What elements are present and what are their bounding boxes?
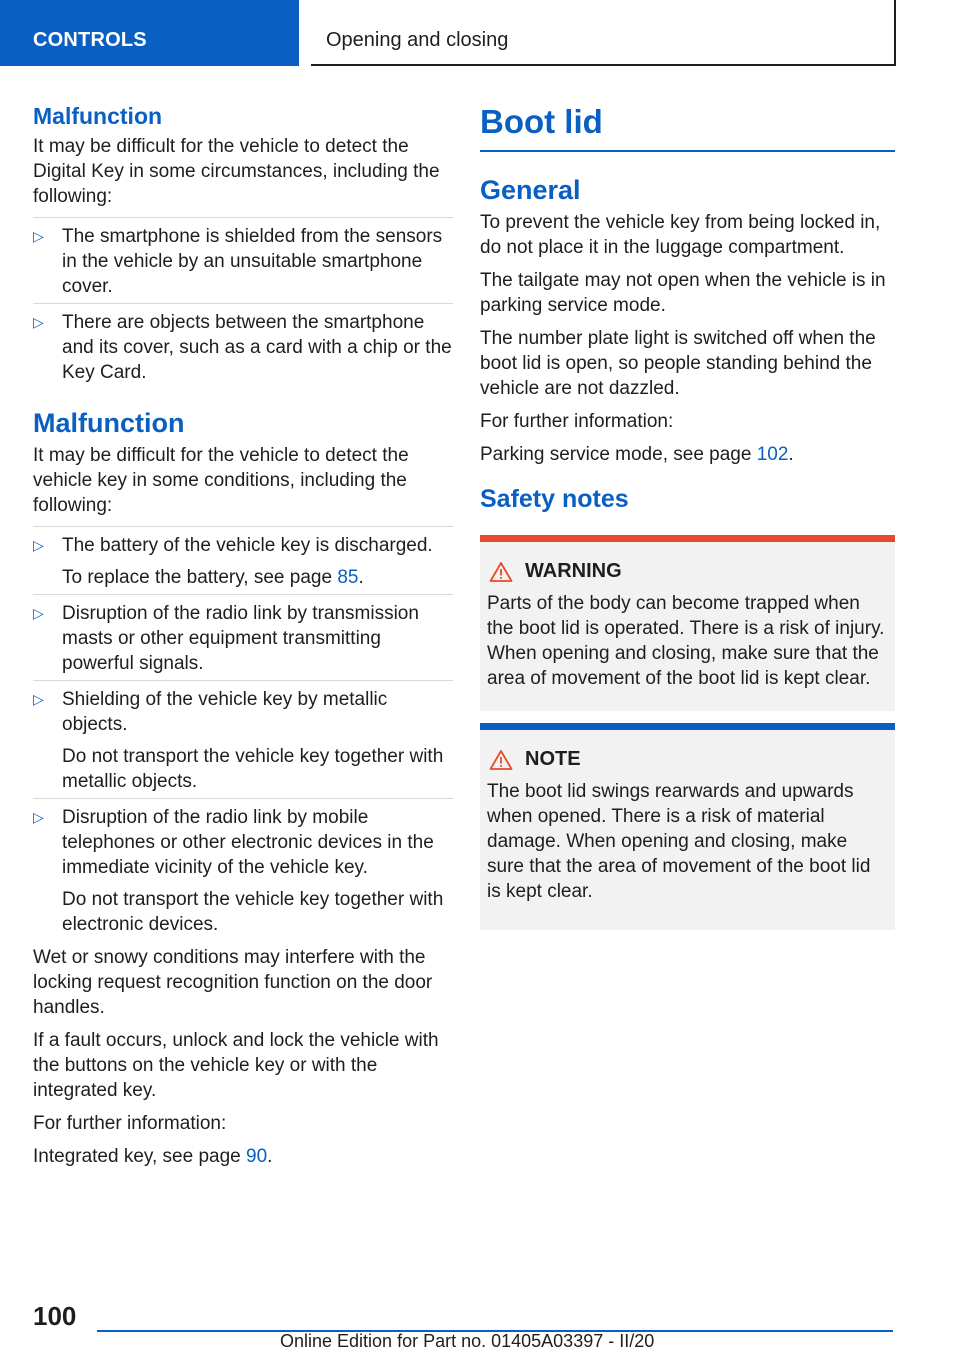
triangle-bullet-icon: ▷ bbox=[33, 537, 44, 553]
page-link-102[interactable]: 102 bbox=[756, 444, 789, 465]
page-link-85[interactable]: 85 bbox=[337, 567, 359, 588]
triangle-bullet-icon: ▷ bbox=[33, 691, 44, 707]
list-item: ▷ The smartphone is shielded from the sensors in the vehicle by an unsuitable smartphone cover. bbox=[33, 217, 453, 303]
warning-text: Parts of the body can become trapped when the boot lid is operated. There is a risk of injury. When opening and closing, make sure that the area of movement of the boot lid is kept clear. bbox=[487, 593, 885, 689]
triangle-bullet-icon: ▷ bbox=[33, 228, 44, 244]
safety-notes-heading: Safety notes bbox=[480, 485, 629, 513]
wet-conditions-paragraph: Wet or snowy conditions may interfere with the locking request recognition function on the door handles. bbox=[33, 947, 433, 1018]
vehicle-key-list bbox=[33, 526, 453, 941]
vehicle-key-malfunction-heading: Malfunction bbox=[33, 408, 185, 438]
list-item: ▷ Shielding of the vehicle key by metallic objects. Do not transport the vehicle key together with metallic objects. bbox=[33, 680, 453, 798]
left-column bbox=[33, 102, 453, 1177]
warning-triangle-icon bbox=[489, 749, 513, 771]
boot-lid-title: Boot lid bbox=[480, 102, 895, 152]
right-column bbox=[480, 102, 895, 942]
warning-box bbox=[480, 535, 895, 711]
fault-paragraph: If a fault occurs, unlock and lock the vehicle with the buttons on the vehicle key or with the integrated key. bbox=[33, 1030, 439, 1101]
list-item: ▷ Disruption of the radio link by mobile telephones or other electronic devices in the immediate vicinity of the vehicle key. Do not transport the vehicle key together with electronic devices. bbox=[33, 798, 453, 941]
general-paragraph-3: The number plate light is switched off when the boot lid is open, so people standing behind the vehicle are not dazzled. bbox=[480, 328, 876, 399]
page-number: 100 bbox=[33, 1301, 77, 1331]
triangle-bullet-icon: ▷ bbox=[33, 314, 44, 330]
further-info-label: For further information: bbox=[480, 411, 674, 432]
warning-label: WARNING bbox=[487, 560, 889, 583]
integrated-key-reference: Integrated key, see page 90. bbox=[33, 1146, 273, 1167]
general-paragraph-2: The tailgate may not open when the vehicle is in parking service mode. bbox=[480, 270, 886, 316]
general-heading: General bbox=[480, 175, 581, 205]
list-item: ▷ Disruption of the radio link by transmission masts or other equipment transmitting powerful signals. bbox=[33, 594, 453, 680]
section-tab bbox=[0, 0, 299, 66]
parking-service-reference: Parking service mode, see page 102. bbox=[480, 444, 794, 465]
chapter-header bbox=[311, 0, 896, 66]
note-text: The boot lid swings rearwards and upwards when opened. There is a risk of material damage. When opening and closing, make sure that the area of movement of the boot lid is kept clear. bbox=[487, 781, 871, 902]
chapter-title: Opening and closing bbox=[326, 29, 509, 51]
list-item-subtext: To replace the battery, see page 85. bbox=[62, 567, 364, 588]
triangle-bullet-icon: ▷ bbox=[33, 605, 44, 621]
note-label: NOTE bbox=[487, 748, 889, 771]
page-link-90[interactable]: 90 bbox=[246, 1146, 268, 1167]
vehicle-key-intro: It may be difficult for the vehicle to detect the vehicle key in some conditions, including the following: bbox=[33, 445, 409, 516]
list-item-subtext: Do not transport the vehicle key together with metallic objects. bbox=[62, 746, 444, 792]
note-box bbox=[480, 723, 895, 930]
digital-key-intro: It may be difficult for the vehicle to detect the Digital Key in some circumstances, including the following: bbox=[33, 136, 440, 207]
warning-triangle-icon bbox=[489, 561, 513, 583]
section-title: CONTROLS bbox=[33, 29, 147, 51]
list-item: ▷ The battery of the vehicle key is discharged. To replace the battery, see page 85. bbox=[33, 526, 453, 594]
triangle-bullet-icon: ▷ bbox=[33, 809, 44, 825]
list-item-subtext: Do not transport the vehicle key together with electronic devices. bbox=[62, 889, 444, 935]
further-info-label: For further information: bbox=[33, 1113, 227, 1134]
list-item: ▷ There are objects between the smartphone and its cover, such as a card with a chip or the Key Card. bbox=[33, 303, 453, 389]
general-paragraph-1: To prevent the vehicle key from being locked in, do not place it in the luggage compartment. bbox=[480, 212, 881, 258]
digital-key-list bbox=[33, 217, 453, 389]
digital-key-malfunction-heading: Malfunction bbox=[33, 103, 163, 129]
edition-text: Online Edition for Part no. 01405A03397 - II/20 bbox=[280, 1331, 655, 1351]
